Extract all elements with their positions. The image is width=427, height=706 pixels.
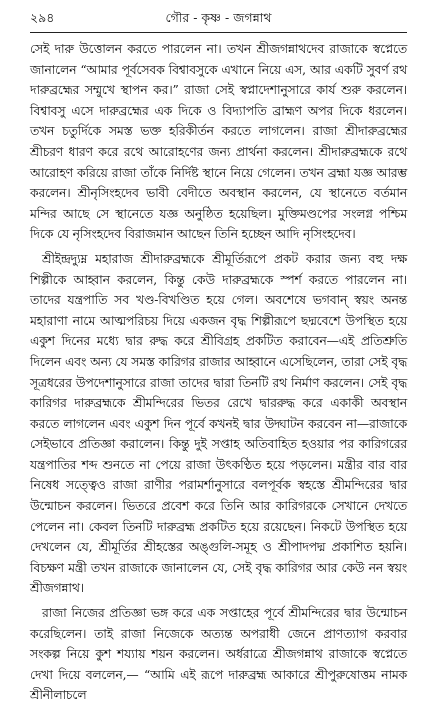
body-text: [30, 39, 407, 706]
page-number: ২৯৪: [30, 10, 55, 25]
paragraph: রাজা নিজের প্রতিজ্ঞা ভঙ্গ করে এক সপ্তাহের পূর্বে শ্রীমন্দিরের দ্বার উন্মোচন করেছিলেন। তাই রাজা নিজেকে অত্যন্ত অপরাধী জেনে প্রাণত্যাগ করবার সংকল্প নিয়ে কুশ শয্যায় শয়ন করলেন। অর্ধরাত্রে শ্রীজগন্নাথ রাজাকে স্বপ্নেতে দেখা দিয়ে বললেন,— “আমি এই রূপে দারুব্রহ্ম আকারে শ্রীপুরুষোত্তম নামক শ্রীনীলাচলে: [30, 606, 407, 703]
running-title: গৌর - কৃষ্ণ - জগন্নাথ: [165, 10, 272, 25]
paragraph: শ্রীইন্দ্রদ্যুম্ন মহারাজ শ্রীদারুব্রহ্মকে শ্রীমূর্তিরূপে প্রকট করার জন্য বহু দক্ষ শিল্পীকে আহ্বান করলেন, কিন্তু কেউ দারুব্রহ্মকে স্পর্শ করতে পারলেন না। তাদের যন্ত্রপাতি সব খণ্ড-বিখণ্ডিত হয়ে গেল। অবশেষে ভগবান্ স্বয়ং অনন্ত মহারাণা নামে আত্মপরিচয় দিয়ে একজন বৃদ্ধ শিল্পীরূপে ছদ্মবেশে উপস্থিত হয়ে একুশ দিনের মধ্যে দ্বার রুদ্ধ করে শ্রীবিগ্রহ প্রকটিত করাবেন—এই প্রতিশ্রুতি দিলেন এবং অন্য যে সমস্ত কারিগর রাজার আহ্বানে এসেছিলেন, তারা সেই বৃদ্ধ সূত্রধরের উপদেশানুসারে রাজা তাদের দ্বারা তিনটি রথ নির্মাণ করলেন। সেই বৃদ্ধ কারিগর দারুব্রহ্মকে শ্রীমন্দিরের ভিতর রেখে দ্বাররুদ্ধ করে একাকী অবস্থান করতে লাগলেন এবং একুশ দিন পূর্বে কখনই দ্বার উদ্ঘাটন করবেন না—রাজাকে সেইভাবে প্রতিজ্ঞা করালেন। কিন্তু দুই সপ্তাহ অতিবাহিত হওয়ার পর কারিগরের যন্ত্রপাতির শব্দ শুনতে না পেয়ে রাজা উৎকণ্ঠিত হয়ে পড়লেন। মন্ত্রীর বার বার নিষেধ সত্ত্বেও রাজা রাণীর পরামর্শানুসারে বলপূর্বক স্বহস্তে শ্রীমন্দিরের দ্বার উন্মোচন করলেন। ভিতরে প্রবেশ করে তিনি আর কারিগরকে সেখানে দেখতে পেলেন না। কেবল তিনটি দারুব্রহ্ম প্রকটিত হয়ে রয়েছেন। নিকটে উপস্থিত হয়ে দেখলেন যে, শ্রীমূর্তির শ্রীহস্তের অঙ্গুলি-সমূহ ও শ্রীপাদপদ্ম প্রকাশিত হয়নি। বিচক্ষণ মন্ত্রী তখন রাজাকে জানালেন যে, সেই বৃদ্ধ কারিগর আর কেউ নন স্বয়ং শ্রীজগন্নাথ।: [30, 251, 407, 596]
paragraph: সেই দারু উত্তোলন করতে পারলেন না। তখন শ্রীজগন্নাথদেব রাজাকে স্বপ্নেতে জানালেন “আমার পূর্বসেবক বিশ্বাবসুকে এখানে নিয়ে এস, আর একটি সুবর্ণ রথ দারুব্রহ্মের সম্মুখে স্থাপন কর।” রাজা সেই স্বপ্নাদেশানুসারে কার্য শুরু করলেন। বিশ্বাবসু এসে দারুব্রহ্মের এক দিকে ও বিদ্যাপতি ব্রাহ্মণ অপর দিকে ধরলেন। তখন চতুর্দিকে সমস্ত ভক্ত হরিকীর্তন করতে লাগলেন। রাজা শ্রীদারুব্রহ্মের শ্রীচরণ ধারণ করে রথে আরোহণের জন্য প্রার্থনা করলেন। শ্রীদারুব্রহ্মকে রথে আরোহণ করিয়ে রাজা তাঁকে নির্দিষ্ট স্থানে নিয়ে গেলেন। তখন ব্রহ্মা যজ্ঞ আরম্ভ করলেন। শ্রীনৃসিংহদেব ভাবী বেদীতে অবস্থান করলেন, যে স্থানেতে বর্তমান মন্দির আছে সে স্থানেতে যজ্ঞ অনুষ্ঠিত হয়েছিল। মুক্তিমণ্ডপের সংলগ্ন পশ্চিম দিকে যে নৃসিংহদেব বিরাজমান আছেন তিনি হচ্ছেন আদি নৃসিংহদেব।: [30, 42, 407, 242]
page-header: [30, 10, 407, 30]
header-rule: [30, 32, 407, 33]
